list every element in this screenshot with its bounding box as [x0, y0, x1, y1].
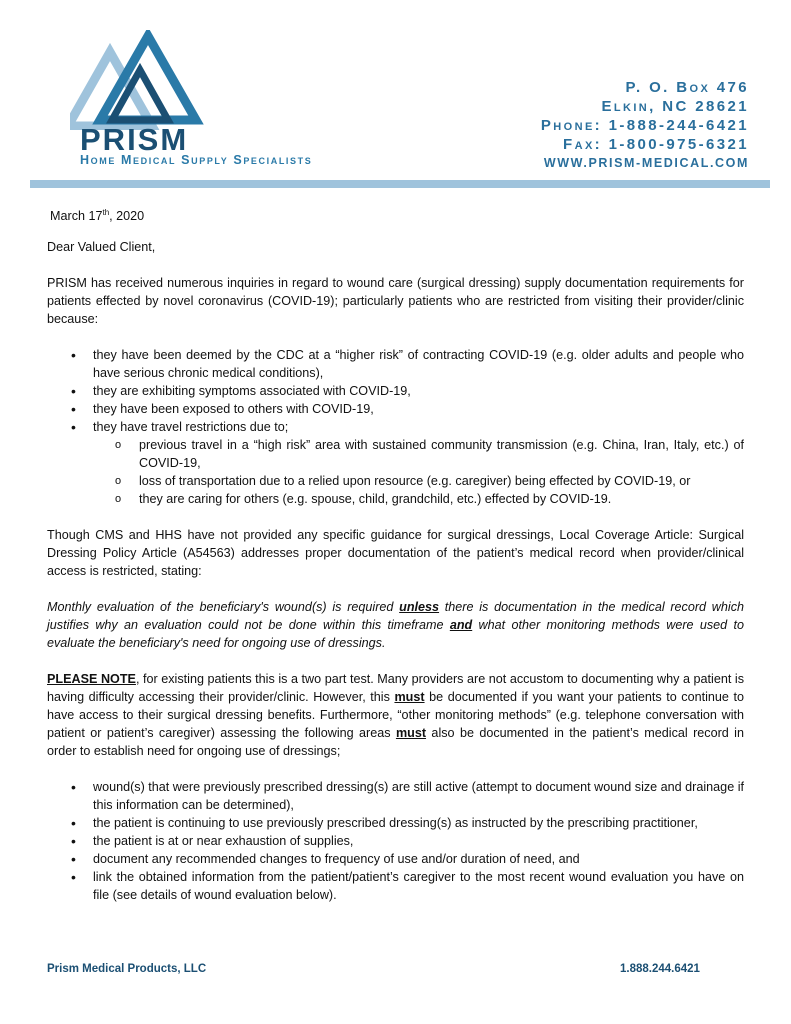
- sub-list-item: o they are caring for others (e.g. spouse, child, grandchild, etc.) effected by COVID-19.: [139, 490, 744, 508]
- note-text: also be documented in the patient’s medical record in order to establish need for ongoing use of dressings;: [47, 726, 744, 759]
- city-state-zip: Elkin, NC 28621: [601, 98, 749, 115]
- cms-paragraph: Though CMS and HHS have not provided any specific guidance for surgical dressings, Local Coverage Article: Surgical Dressing Policy Article (A54563) addresses proper documentation of the patient’s medical record when provider/clinical access is restricted, stating:: [47, 528, 744, 579]
- letter-date: [50, 204, 744, 225]
- quote-text: there is documentation in the medical record which justifies why an evaluation could not be done within this timeframe: [47, 600, 744, 633]
- note-emphasis: must: [394, 690, 425, 705]
- footer-company: Prism Medical Products, LLC: [47, 963, 207, 975]
- salutation: Dear Valued Client,: [47, 240, 156, 255]
- travel-sub-list: [93, 436, 744, 508]
- list-item: • they have been deemed by the CDC at a “higher risk” of contracting COVID-19 (e.g. older adults and people who have serious chronic medical conditions),: [93, 346, 744, 382]
- brand-name: PRISM: [80, 122, 189, 157]
- website-link[interactable]: WWW.PRISM-MEDICAL.COM: [543, 156, 749, 170]
- note-text: be documented if you want your patients to continue to have access to their surgical dressing benefits. Furthermore, “other monitoring methods” (e.g. telephone conversation with patient or patient’s caregiver) assessing the following areas: [47, 690, 744, 741]
- note-text: , for existing patients this is a two part test. Many providers are not accustom to documenting why a patient is having difficulty accessing their provider/clinic. However, this: [47, 672, 744, 705]
- list-item: • the patient is at or near exhaustion of supplies,: [93, 832, 744, 850]
- quote-emphasis: unless: [399, 600, 440, 615]
- quote-text: what other monitoring methods were used to evaluate the beneficiary's need for ongoing use of dressings.: [47, 618, 744, 651]
- fax-number: Fax: 1-800-975-6321: [563, 136, 749, 153]
- brand-tagline: Home Medical Supply Specialists: [80, 153, 313, 167]
- requirements-list: [47, 778, 744, 904]
- note-label: PLEASE NOTE: [47, 672, 136, 687]
- sub-list-item: o previous travel in a “high risk” area with sustained community transmission (e.g. China, Iran, Italy, etc.) of COVID-19,: [139, 436, 744, 472]
- contact-block: [541, 78, 749, 173]
- intro-paragraph: PRISM has received numerous inquiries in regard to wound care (surgical dressing) supply documentation requirements for patients effected by novel coronavirus (COVID-19); particularly patients who are restricted from visiting their provider/clinic because:: [47, 276, 744, 327]
- date-ordinal: th: [102, 208, 110, 217]
- header-divider: [30, 180, 770, 188]
- note-paragraph: [47, 670, 744, 760]
- list-item: • the patient is continuing to use previously prescribed dressing(s) as instructed by the prescribing practitioner,: [93, 814, 744, 832]
- note-emphasis: must: [395, 726, 427, 741]
- quote-emphasis: and: [449, 618, 473, 633]
- letter-body: [47, 204, 744, 922]
- list-item-text: they have travel restrictions due to;: [93, 420, 289, 435]
- list-item: • they have been exposed to others with COVID-19,: [93, 400, 744, 418]
- list-item: • link the obtained information from the patient/patient’s caregiver to the most recent wound evaluation you have on file (see details of wound evaluation below).: [93, 868, 744, 904]
- quote-text: Monthly evaluation of the beneficiary's wound(s) is required: [47, 600, 400, 615]
- po-box: P. O. Box 476: [625, 79, 749, 96]
- phone-number: Phone: 1-888-244-6421: [540, 117, 749, 134]
- policy-quote: [47, 598, 744, 652]
- reasons-list: [47, 346, 744, 508]
- list-item: • wound(s) that were previously prescribed dressing(s) are still active (attempt to document wound size and drainage if this information can be determined),: [93, 778, 744, 814]
- prism-triangle-logo-icon: [70, 30, 215, 130]
- sub-list-item: o loss of transportation due to a relied upon resource (e.g. caregiver) being effected by COVID-19, or: [139, 472, 744, 490]
- list-item: • document any recommended changes to frequency of use and/or duration of need, and: [93, 850, 744, 868]
- list-item: [93, 418, 744, 508]
- list-item: • they are exhibiting symptoms associated with COVID-19,: [93, 382, 744, 400]
- date-year: , 2020: [109, 209, 145, 224]
- date-text: March 17: [50, 209, 103, 224]
- footer-phone: 1.888.244.6421: [620, 963, 700, 975]
